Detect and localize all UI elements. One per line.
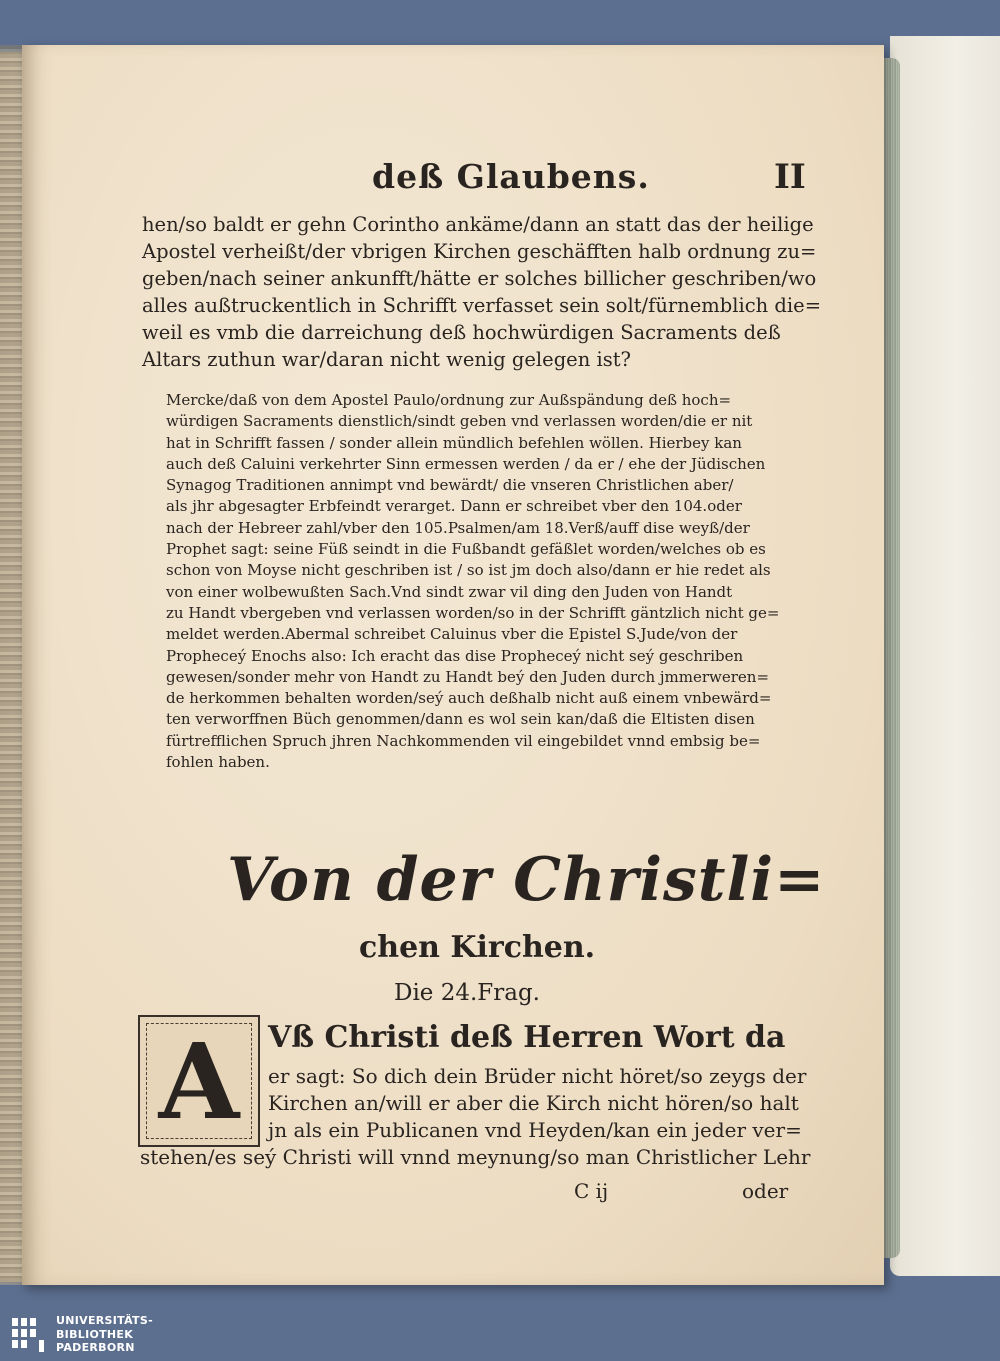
library-name <box>56 1314 153 1355</box>
signature-mark: C ij <box>574 1179 609 1203</box>
section-heading-continued: chen Kirchen. <box>359 930 596 965</box>
paragraph-line: stehen/es seý Christi will vnnd meynung/so man Christlicher Lehr <box>140 1145 811 1169</box>
running-head: deß Glaubens. <box>372 157 650 196</box>
main-text-line: Apostel verheißt/der vbrigen Kirchen geschäfften halb ordnung zu= <box>142 240 817 263</box>
note-line: Mercke/daß von dem Apostel Paulo/ordnung zur Außspändung deß hoch= <box>166 391 732 409</box>
note-line: von einer wolbewußten Sach.Vnd sindt zwar vil ding den Juden von Handt <box>166 582 733 601</box>
catchword: oder <box>742 1179 789 1203</box>
note-line: Synagog Traditionen annimpt vnd bewärdt/ die vnseren Christlichen aber/ <box>166 476 734 495</box>
book-page <box>22 45 884 1285</box>
paragraph-line: Kirchen an/will er aber die Kirch nicht hören/so halt <box>268 1091 799 1115</box>
main-text <box>142 211 822 373</box>
note-line: Propheceý Enochs also: Ich eracht das dise Propheceý nicht seý geschriben <box>166 646 744 665</box>
commentary-note <box>166 390 796 773</box>
note-line: hat in Schrifft fassen / sonder allein mündlich befehlen wöllen. Hierbey kan <box>166 433 742 452</box>
main-text-line: hen/so baldt er gehn Corintho ankäme/dann an statt das der heilige <box>142 213 814 236</box>
main-text-line: geben/nach seiner ankunfft/hätte er solches billicher geschriben/wo <box>142 267 817 290</box>
note-line: schon von Moyse nicht geschriben ist / so ist jm doch also/dann er hie redet als <box>166 561 771 580</box>
question-number: Die 24.Frag. <box>394 980 540 1006</box>
note-line: meldet werden.Abermal schreibet Caluinus vber die Epistel S.Jude/von der <box>166 625 738 644</box>
library-logo-icon <box>10 1316 46 1354</box>
note-line: gewesen/sonder mehr von Handt zu Handt beý den Juden durch jmmerweren= <box>166 667 770 686</box>
section-heading: Von der Christli= <box>227 845 826 915</box>
note-line: zu Handt vbergeben vnd verlassen worden/so in der Schrifft gäntzlich nicht ge= <box>166 603 780 622</box>
decorated-initial <box>138 1015 260 1147</box>
library-name-line: PADERBORN <box>56 1341 135 1354</box>
opening-line: Vß Christi deß Herren Wort da <box>268 1020 786 1055</box>
library-name-line: BIBLIOTHEK <box>56 1327 134 1341</box>
note-line: nach der Hebreer zahl/vber den 105.Psalmen/am 18.Verß/auff dise weyß/der <box>166 518 750 537</box>
note-line: fohlen haben. <box>166 753 270 772</box>
paragraph-line: jn als ein Publicanen vnd Heyden/kan ein jeder ver= <box>268 1118 802 1142</box>
note-line: de herkommen behalten worden/seý auch deßhalb nicht auß einem vnbewärd= <box>166 689 772 708</box>
main-text-line: Altars zuthun war/daran nicht wenig gelegen ist? <box>142 348 632 371</box>
main-text-line: alles außtruckentlich in Schrifft verfasset sein solt/fürnemblich die= <box>142 294 822 317</box>
initial-letter: A <box>158 1019 240 1143</box>
note-line: als jhr abgesagter Erbfeindt verarget. Dann er schreibet vber den 104.oder <box>166 497 742 516</box>
opening-paragraph <box>268 1063 806 1144</box>
note-line: Prophet sagt: seine Füß seindt in die Fußbandt gefäßlet worden/welches ob es <box>166 540 766 559</box>
note-line: fürtrefflichen Spruch jhren Nachkommenden vil eingebildet vnnd embsig be= <box>166 731 761 750</box>
library-name-line: UNIVERSITÄTS- <box>56 1314 153 1327</box>
endpaper <box>890 36 1000 1276</box>
note-line: auch deß Caluini verkehrter Sinn ermessen werden / da er / ehe der Jüdischen <box>166 454 766 473</box>
main-text-line: weil es vmb die darreichung deß hochwürdigen Sacraments deß <box>142 321 781 344</box>
paragraph-line: er sagt: So dich dein Brüder nicht höret/so zeygs der <box>268 1064 807 1088</box>
note-line: ten verworffnen Büch genommen/dann es wol sein kan/daß die Eltisten disen <box>166 710 755 729</box>
note-line: würdigen Sacraments dienstlich/sindt geben vnd verlassen worden/die er nit <box>166 412 753 431</box>
library-footer <box>0 1310 1000 1361</box>
folio-number: II <box>774 157 806 197</box>
